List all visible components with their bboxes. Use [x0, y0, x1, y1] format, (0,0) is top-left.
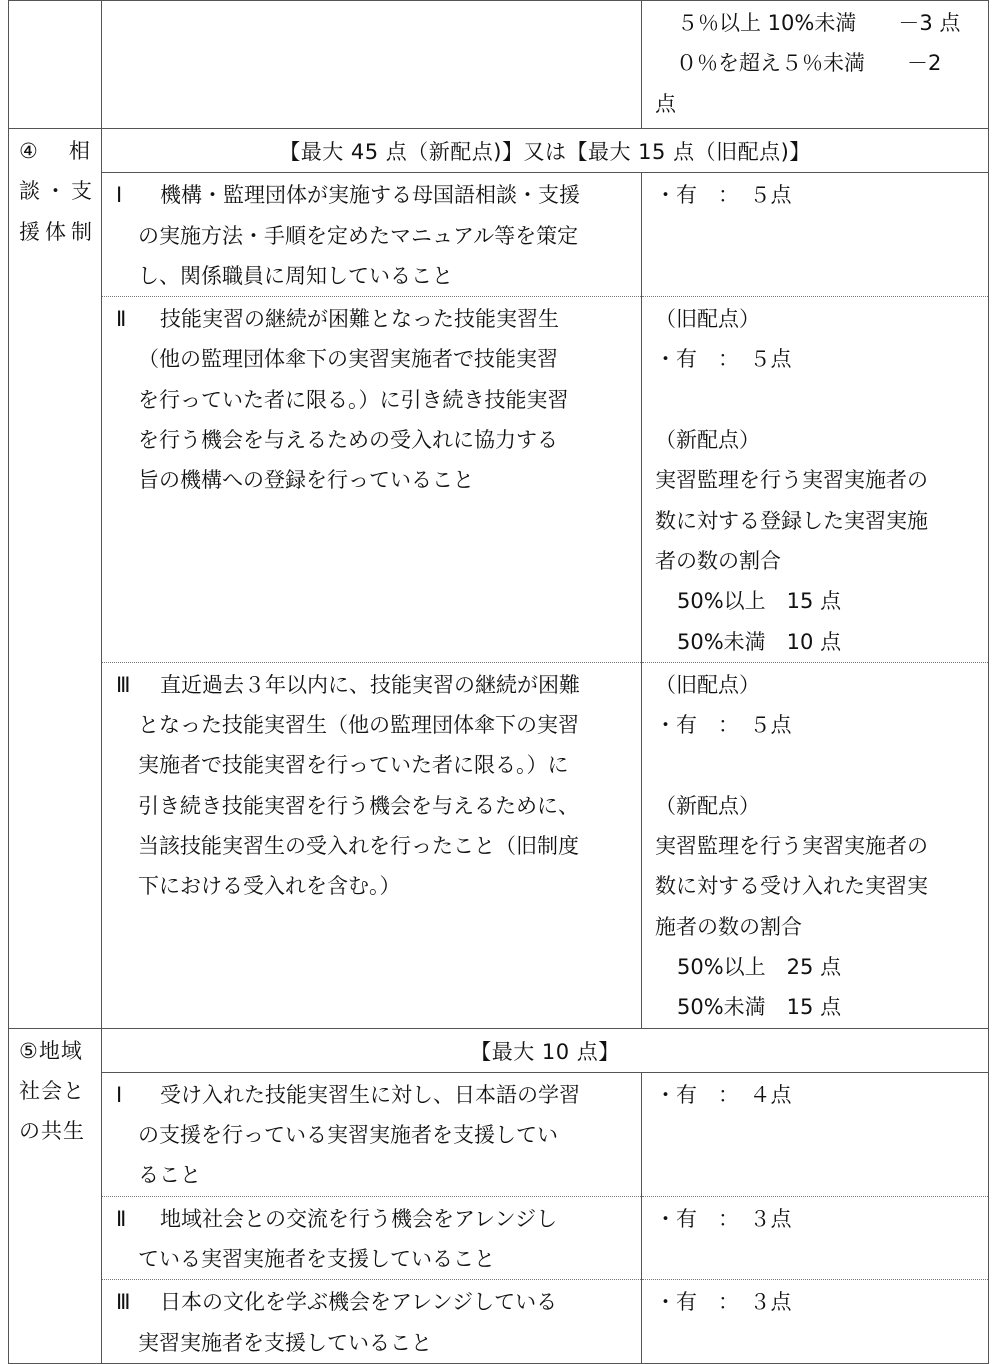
section4-item-1-row — [9, 173, 989, 297]
section5-item-1-row — [9, 1072, 989, 1196]
section5-item-2-row — [9, 1196, 989, 1280]
section4-item-2-row — [9, 297, 989, 663]
section4-header-row — [9, 129, 989, 173]
criterion-line: 日本の文化を学ぶ機会をアレンジしている — [160, 1290, 558, 1315]
criterion-line: 技能実習の継続が困難となった技能実習生 — [160, 307, 559, 332]
criterion-line: 受け入れた技能実習生に対し、日本語の学習 — [160, 1082, 580, 1107]
score-tier: 50%未満 15 点 — [677, 995, 842, 1020]
criterion-line: 下における受入れを含む。） — [138, 874, 401, 899]
new-scoring-line: 実習監理を行う実習実施者の — [655, 468, 928, 493]
criterion-line: 地域社会との交流を行う機会をアレンジし — [160, 1206, 558, 1231]
score-line: ０％を超え５％未満 －2 — [655, 51, 942, 76]
old-scoring-value: ・有 ： ５点 — [655, 347, 792, 372]
score-line: ・有 ： ３点 — [655, 1206, 792, 1231]
new-scoring-line: 者の数の割合 — [655, 548, 781, 573]
score-cell — [642, 1280, 989, 1364]
criterion-line: し、関係職員に周知していること — [138, 263, 453, 288]
category-label-line: の共生 — [19, 1119, 85, 1144]
criterion-cell — [102, 662, 642, 1028]
section5-category-cell — [9, 1028, 102, 1363]
score-cell — [642, 1196, 989, 1280]
section4-max-points-header: 【最大 45 点（新配点)】又は【最大 15 点（旧配点)】 — [102, 129, 989, 173]
section4-category-cell — [9, 129, 102, 1029]
category-label-line: 援体制 — [19, 219, 97, 244]
criterion-line: の実施方法・手順を定めたマニュアル等を策定 — [138, 223, 579, 248]
continuation-row — [9, 1, 989, 129]
criterion-cell — [102, 1280, 642, 1364]
score-line: ・有 ： ５点 — [655, 183, 792, 208]
item-numeral: Ⅲ — [116, 1290, 131, 1315]
scoring-criteria-table — [8, 0, 989, 1364]
category-cell-empty — [9, 1, 102, 129]
criterion-line: ている実習実施者を支援していること — [138, 1247, 495, 1272]
criterion-line: となった技能実習生（他の監理団体傘下の実習 — [138, 713, 579, 738]
item-numeral: Ⅰ — [116, 183, 123, 208]
criterion-line: 直近過去３年以内に、技能実習の継続が困難 — [160, 672, 580, 697]
old-scoring-label: （旧配点） — [655, 672, 760, 697]
score-cell — [642, 173, 989, 297]
item-numeral: Ⅱ — [116, 1206, 127, 1231]
category-label-line: ⑤地域 — [19, 1038, 83, 1063]
criterion-line: 機構・監理団体が実施する母国語相談・支援 — [160, 183, 580, 208]
new-scoring-line: 実習監理を行う実習実施者の — [655, 834, 928, 859]
item-numeral: Ⅰ — [116, 1082, 123, 1107]
criterion-cell — [102, 297, 642, 663]
new-scoring-label: （新配点） — [655, 793, 760, 818]
category-label-line: ④ 相 — [19, 139, 95, 163]
score-cell-continued — [642, 1, 989, 129]
score-tier: 50%以上 25 点 — [677, 954, 842, 979]
category-label-line: 社会と — [19, 1078, 85, 1103]
criterion-line: 引き続き技能実習を行う機会を与えるために、 — [138, 793, 579, 818]
score-line: ５％以上 10%未満 －3 点 — [677, 11, 961, 35]
criterion-cell-empty — [102, 1, 642, 129]
criterion-cell — [102, 1196, 642, 1280]
criterion-line: 当該技能実習生の受入れを行ったこと（旧制度 — [138, 834, 579, 859]
new-scoring-line: 数に対する受け入れた実習実 — [655, 874, 928, 899]
criterion-line: ること — [138, 1163, 201, 1188]
category-label-line: 談・支 — [19, 179, 97, 204]
criterion-line: （他の監理団体傘下の実習実施者で技能実習 — [138, 347, 558, 372]
criterion-line: 実施者で技能実習を行っていた者に限る。）に — [138, 753, 569, 778]
score-cell — [642, 1072, 989, 1196]
new-scoring-line: 施者の数の割合 — [655, 914, 802, 939]
criteria-table-sheet — [8, 0, 988, 1364]
section5-item-3-row — [9, 1280, 989, 1364]
score-tier: 50%以上 15 点 — [677, 589, 842, 614]
section4-item-3-row — [9, 662, 989, 1028]
criterion-cell — [102, 173, 642, 297]
score-cell — [642, 662, 989, 1028]
score-line: ・有 ： ３点 — [655, 1290, 792, 1315]
new-scoring-label: （新配点） — [655, 428, 760, 453]
criterion-line: を行っていた者に限る。）に引き続き技能実習 — [138, 387, 569, 412]
section5-header-row — [9, 1028, 989, 1072]
old-scoring-value: ・有 ： ５点 — [655, 713, 792, 738]
item-numeral: Ⅱ — [116, 307, 127, 332]
item-numeral: Ⅲ — [116, 672, 131, 697]
score-tier: 50%未満 10 点 — [677, 629, 842, 654]
criterion-cell — [102, 1072, 642, 1196]
score-cell — [642, 297, 989, 663]
old-scoring-label: （旧配点） — [655, 307, 760, 332]
criterion-line: 実習実施者を支援していること — [138, 1330, 432, 1355]
criterion-line: を行う機会を与えるための受入れに協力する — [138, 428, 558, 453]
criterion-line: 旨の機構への登録を行っていること — [138, 468, 474, 493]
score-line: ・有 ： ４点 — [655, 1082, 792, 1107]
new-scoring-line: 数に対する登録した実習実施 — [655, 508, 928, 533]
score-line: 点 — [655, 91, 676, 116]
section5-max-points-header: 【最大 10 点】 — [102, 1028, 989, 1072]
criterion-line: の支援を行っている実習実施者を支援してい — [138, 1123, 558, 1148]
